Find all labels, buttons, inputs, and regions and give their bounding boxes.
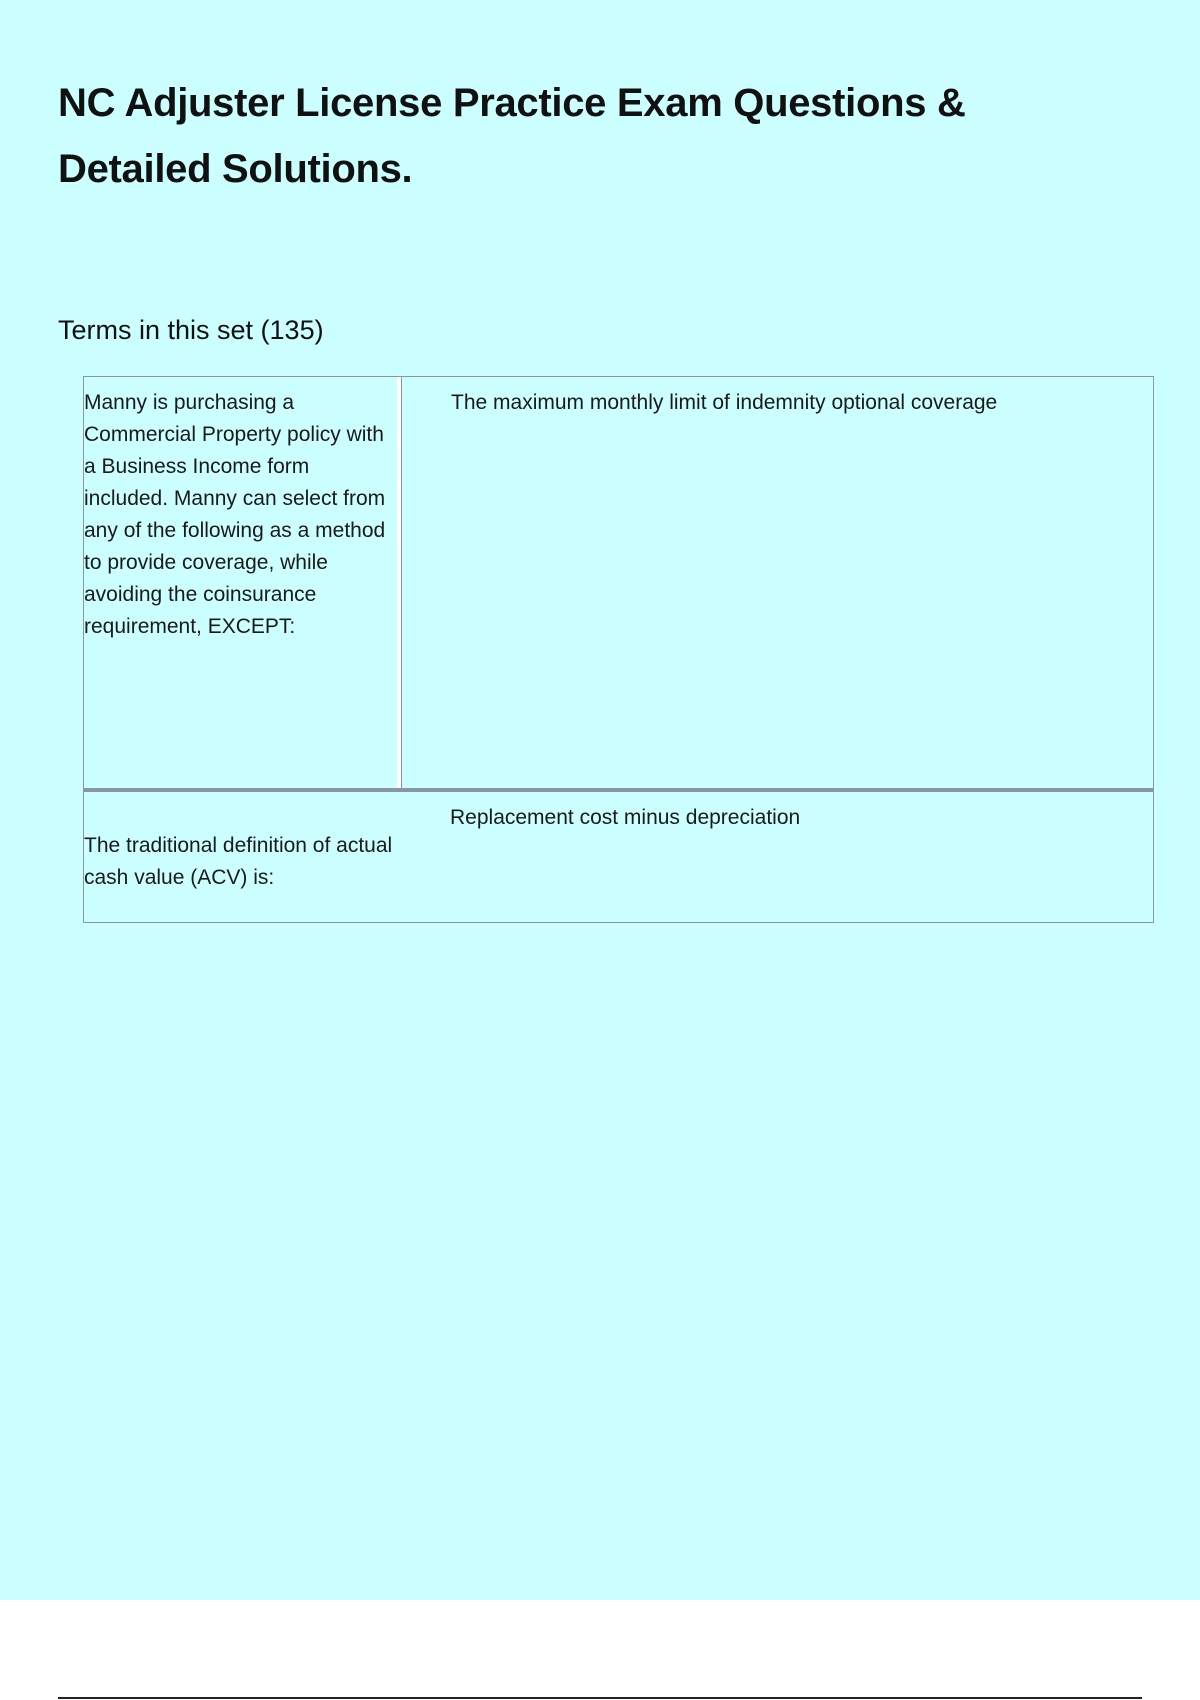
flashcard-row: [83, 789, 1154, 923]
terms-count-heading: Terms in this set (135): [58, 315, 324, 345]
flashcard-term: Manny is purchasing a Commercial Property policy with a Business Income form included. Manny can select from any of the following as a method to provide coverage, while avoiding the coinsurance requirement, EXCEPT:: [84, 377, 401, 788]
flashcard-term: The traditional definition of actual cash value (ACV) is:: [84, 834, 393, 889]
footer-divider: [58, 1697, 1142, 1699]
flashcard-table: [83, 376, 1154, 923]
document-title: NC Adjuster License Practice Exam Questions & Detailed Solutions.: [58, 81, 966, 191]
flashcard-definition: Replacement cost minus depreciation: [450, 806, 801, 829]
flashcard-definition: The maximum monthly limit of indemnity optional coverage: [401, 377, 1153, 788]
flashcard-row: [83, 376, 1154, 789]
